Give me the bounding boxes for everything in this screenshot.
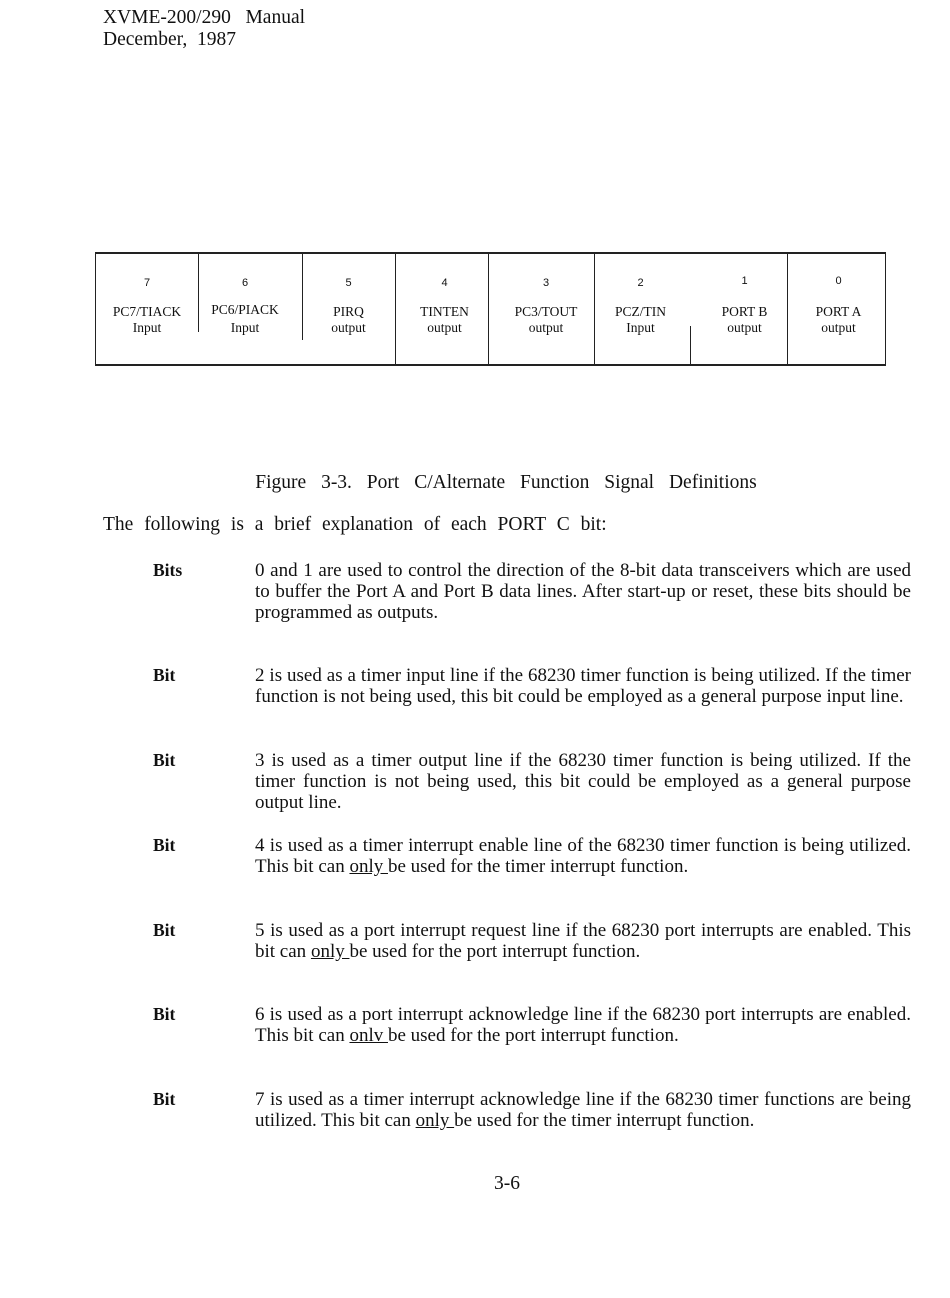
bit-label: Bit (153, 920, 176, 940)
text-pre: 2 is used as a timer input line if the 68230 timer function is being utilized. If the timer function is not being used, this bit could be employed as a general purpose input line. (255, 665, 911, 707)
text-post: be used for the port interrupt function. (387, 1025, 679, 1046)
text-post: be used for the timer interrupt function. (454, 1110, 755, 1131)
text-pre: 3 is used as a timer output line if the 68230 timer function is being utilized. If the timer function is not being used, this bit could be employed as a general purpose output line. (255, 750, 911, 813)
signal-direction: Input (626, 320, 655, 335)
bit-number: 6 (241, 277, 249, 289)
signal-direction: output (331, 320, 366, 335)
bit-text (255, 1004, 911, 1046)
bit-label: Bit (153, 665, 176, 685)
signal-name: TINTEN (420, 304, 469, 319)
signal-direction: output (821, 320, 856, 335)
text-pre: 4 is used as a timer interrupt enable line of the 68230 timer function is being utilized. This bit can (255, 835, 911, 877)
text-underlined: only (349, 856, 388, 877)
bit-label: Bit (153, 1004, 176, 1024)
intro-paragraph: The following is a brief explanation of each PORT C bit: (103, 514, 607, 535)
bit-number: 5 (345, 277, 352, 289)
signal-direction: output (427, 320, 462, 335)
signal-direction: output (528, 320, 564, 335)
bit-number: 3 (542, 277, 550, 289)
signal-name: PCZ/TIN (614, 304, 666, 319)
signal-name: PC7/TIACK (112, 304, 182, 319)
text-pre: 7 is used as a timer interrupt acknowledge line if the 68230 timer functions are being utilized. This bit can (255, 1089, 911, 1131)
bit-text (255, 750, 911, 813)
figure-caption: Figure 3-3. Port C/Alternate Function Signal Definitions (255, 472, 757, 493)
signal-direction: Input (230, 320, 260, 335)
bit-text (255, 835, 911, 877)
manual-title: XVME-200/290 Manual (103, 7, 306, 28)
bit-label: Bit (153, 835, 176, 855)
text-underlined: onlv (349, 1025, 388, 1046)
port-c-register-diagram (95, 252, 886, 366)
bit-text (255, 665, 911, 707)
bit-number: 1 (741, 275, 748, 287)
page-header (103, 7, 305, 51)
signal-name: PC3/TOUT (514, 304, 578, 319)
page-number: 3-6 (494, 1173, 520, 1194)
signal-name: PC6/PIACK (211, 302, 279, 317)
signal-direction: output (727, 320, 762, 335)
text-underlined: only (310, 941, 350, 962)
bit-text (255, 560, 911, 623)
bit-text (255, 920, 911, 962)
bit-number: 4 (441, 277, 448, 289)
text-post: be used for the port interrupt function. (349, 941, 641, 962)
bit-number: 0 (835, 275, 842, 287)
text-post: be used for the timer interrupt function. (387, 856, 689, 877)
signal-name: PORT B (721, 304, 768, 319)
text-pre: 0 and 1 are used to control the direction of the 8-bit data transceivers which are used to buffer the Port A and Port B data lines. After start-up or reset, these bits should be programmed as outputs. (255, 560, 911, 623)
bit-number: 7 (143, 277, 151, 289)
signal-direction: Input (132, 320, 162, 335)
text-pre: 5 is used as a port interrupt request line if the 68230 port interrupts are enabled. This bit can (255, 920, 911, 962)
bit-label: Bit (153, 750, 176, 770)
signal-name: PIRQ (333, 304, 364, 319)
bit-label: Bit (153, 1089, 176, 1109)
text-underlined: only (415, 1110, 455, 1131)
manual-date: December, 1987 (103, 29, 236, 50)
bit-label: Bits (153, 560, 183, 580)
bit-text (255, 1089, 911, 1131)
bit-number: 2 (637, 277, 644, 289)
text-pre: 6 is used as a port interrupt acknowledge line if the 68230 port interrupts are enabled. This bit can (255, 1004, 911, 1046)
signal-name: PORT A (815, 304, 862, 319)
